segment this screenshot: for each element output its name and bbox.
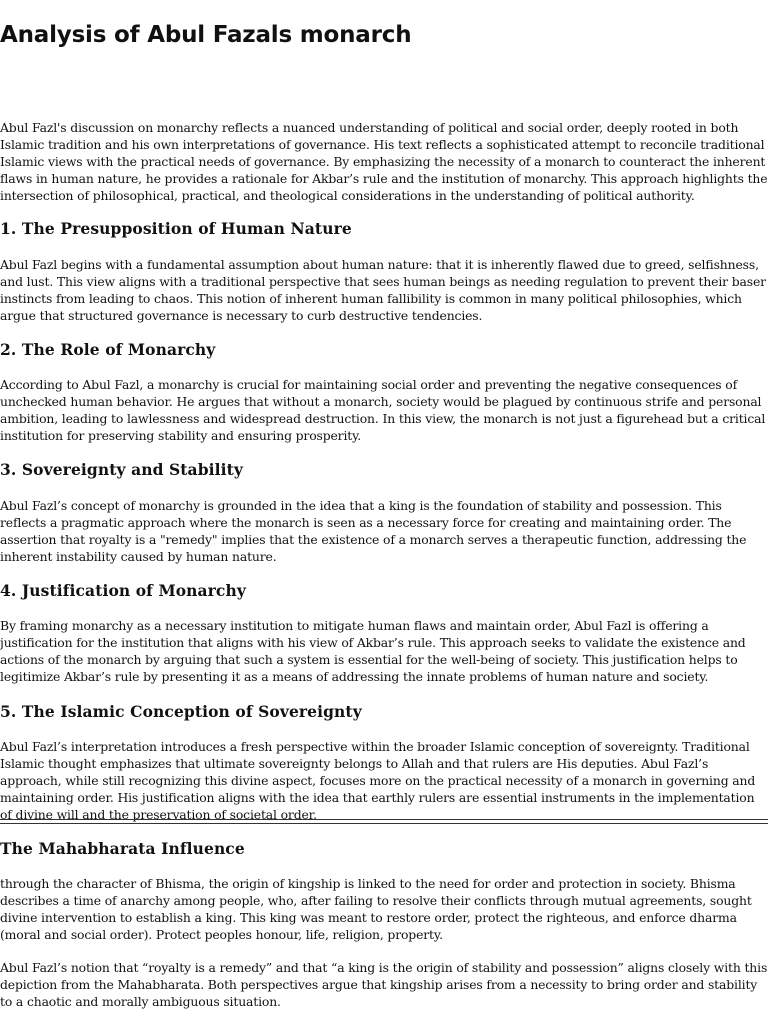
intro-paragraph: Abul Fazl's discussion on monarchy reflects a nuanced understanding of political and social order, deeply rooted in both Islamic tradition and his own interpretations of governance. His text reflects a sophisticated attempt to reconcile traditional Islamic views with the practical needs of governance. By emphasizing the necessity of a monarch to counteract the inherent flaws in human nature, he provides a rationale for Akbar’s rule and the institution of monarchy. This approach highlights the intersection of philosophical, practical, and theological considerations in the understanding of political authority. [0,120,768,204]
page-divider [0,819,768,824]
mahabharata-paragraph-1: through the character of Bhisma, the origin of kingship is linked to the need for order and protection in society. Bhisma describes a time of anarchy among people, who, after failing to resolve their conflicts through mutual agreements, sought divine intervention to establish a king. This king was meant to restore order, protect the righteous, and enforce dharma (moral and social order). Protect peoples honour, life, religion, property. [0,876,752,943]
section-body: Abul Fazl’s concept of monarchy is grounded in the idea that a king is the foundation of stability and possession. This reflects a pragmatic approach where the monarch is seen as a necessary force for creating and maintaining order. The assertion that royalty is a "remedy" implies that the existence of a monarch serves a therapeutic function, addressing the inherent instability caused by human nature. [0,498,747,565]
mahabharata-paragraph-2: Abul Fazl’s notion that “royalty is a remedy” and that “a king is the origin of stability and possession” aligns closely with this depiction from the Mahabharata. Both perspectives argue that kingship arises from a necessity to bring order and stability to a chaotic and morally ambiguous situation. [0,960,768,1010]
section-body: By framing monarchy as a necessary institution to mitigate human flaws and maintain order, Abul Fazl is offering a justification for the institution that aligns with his view of Akbar’s rule. This approach seeks to validate the existence and actions of the monarch by arguing that such a system is essential for the well-being of society. This justification helps to legitimize Akbar’s rule by presenting it as a means of addressing the innate problems of human nature and society. [0,618,746,685]
mahabharata-heading: The Mahabharata Influence [0,839,245,858]
section-body: According to Abul Fazl, a monarchy is crucial for maintaining social order and preventing the negative consequences of unchecked human behavior. He argues that without a monarch, society would be plagued by continuous strife and personal ambition, leading to lawlessness and widespread destruction. In this view, the monarch is not just a figurehead but a critical institution for preserving stability and ensuring prosperity. [0,377,766,444]
page-title: Analysis of Abul Fazals monarch [0,22,412,48]
section-heading: 1. The Presupposition of Human Nature [0,219,352,238]
section-heading: 2. The Role of Monarchy [0,340,216,359]
section-body: Abul Fazl’s interpretation introduces a fresh perspective within the broader Islamic conception of sovereignty. Traditional Islamic thought emphasizes that ultimate sovereignty belongs to Allah and that rulers are His deputies. Abul Fazl’s approach, while still recognizing this divine aspect, focuses more on the practical necessity of a monarch in governing and maintaining order. His justification aligns with the idea that earthly rulers are essential instruments in the implementation of divine will and the preservation of societal order. [0,739,756,823]
section-body: Abul Fazl begins with a fundamental assumption about human nature: that it is inherently flawed due to greed, selfishness, and lust. This view aligns with a traditional perspective that sees human beings as needing regulation to prevent their baser instincts from leading to chaos. This notion of inherent human fallibility is common in many political philosophies, which argue that structured governance is necessary to curb destructive tendencies. [0,257,766,324]
section-heading: 4. Justification of Monarchy [0,581,246,600]
section-heading: 5. The Islamic Conception of Sovereignty [0,702,362,721]
section-heading: 3. Sovereignty and Stability [0,460,243,479]
